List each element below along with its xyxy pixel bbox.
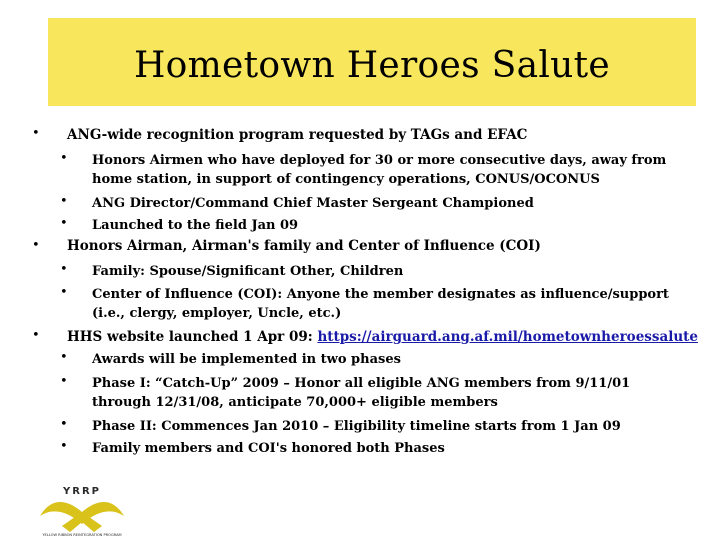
bullet-text: ANG-wide recognition program requested by TAGs and EFAC bbox=[67, 127, 528, 143]
sub-bullet-marker: • bbox=[60, 439, 68, 454]
bullet-marker: • bbox=[32, 328, 40, 343]
sub-bullet-marker: • bbox=[60, 216, 68, 231]
sub-bullet-marker: • bbox=[60, 417, 68, 432]
logo-program-name: YELLOW RIBBON REINTEGRATION PROGRAM bbox=[42, 533, 122, 537]
sub-bullet-text: Family: Spouse/Significant Other, Children bbox=[92, 264, 404, 279]
sub-bullet-text: Center of Influence (COI): Anyone the member designates as influence/support (i.e., clergy, employer, Uncle, etc.) bbox=[92, 287, 669, 321]
sub-bullet-marker: • bbox=[60, 262, 68, 277]
sub-bullet-text: Phase I: “Catch-Up” 2009 – Honor all eligible ANG members from 9/11/01 through 12/31/08, anticipate 70,000+ eligible members bbox=[92, 376, 631, 410]
logo-acronym: YRRP bbox=[63, 486, 101, 497]
page-title: Hometown Heroes Salute bbox=[133, 44, 611, 86]
hhs-website-link[interactable]: https://airguard.ang.af.mil/hometownheroessalute bbox=[317, 329, 698, 345]
bullet-marker: • bbox=[32, 126, 40, 141]
bullet-text: Honors Airman, Airman's family and Center of Influence (COI) bbox=[67, 238, 541, 254]
sub-bullet-text: Honors Airmen who have deployed for 30 or more consecutive days, away from home station, in support of contingency operations, CONUS/OCONUS bbox=[92, 153, 667, 187]
sub-bullet-text: Family members and COI's honored both Phases bbox=[92, 441, 445, 456]
sub-bullet-text: ANG Director/Command Chief Master Sergeant Championed bbox=[92, 196, 534, 211]
bullet-text bbox=[67, 329, 698, 345]
sub-bullet-marker: • bbox=[60, 374, 68, 389]
sub-bullet-marker: • bbox=[60, 350, 68, 365]
yrrp-logo bbox=[32, 482, 132, 540]
sub-bullet-text: Phase II: Commences Jan 2010 – Eligibility timeline starts from 1 Jan 09 bbox=[92, 419, 621, 434]
sub-bullet-marker: • bbox=[60, 151, 68, 166]
ribbon-tails bbox=[62, 512, 102, 532]
sub-bullet-marker: • bbox=[60, 285, 68, 300]
sub-bullet-text: Launched to the field Jan 09 bbox=[92, 218, 299, 233]
sub-bullet-text: Awards will be implemented in two phases bbox=[92, 352, 401, 367]
sub-bullet-marker: • bbox=[60, 194, 68, 209]
bullet-text-lead: HHS website launched 1 Apr 09: bbox=[67, 329, 313, 345]
bullet-marker: • bbox=[32, 238, 40, 253]
